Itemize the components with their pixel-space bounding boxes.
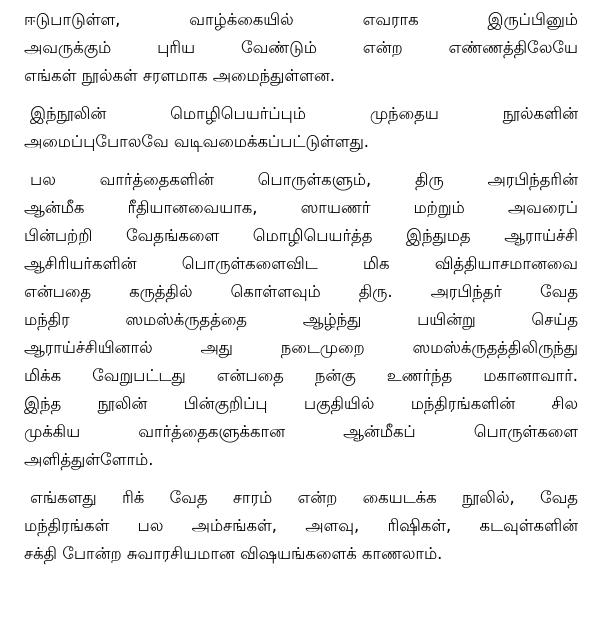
text-line: அமைப்புபோலவே வடிவமைக்கப்பட்டுள்ளது.	[24, 132, 370, 151]
paragraph-gap	[24, 474, 578, 484]
text-line: மந்திரங்கள் பல அம்சங்கள், அளவு, ரிஷிகள், கடவுள்களின்	[24, 516, 578, 535]
text-line: சக்தி போன்ற சுவாரசியமான விஷயங்களைக் காணலாம்.	[24, 544, 443, 563]
text-line: ஆராய்ச்சியினால் அது நடைமுறை ஸமஸ்க்ருதத்திலிருந்து	[24, 338, 578, 357]
text-line: பல வார்த்தைகளின் பொருள்களும், திரு அரபிந்தரின்	[30, 170, 578, 189]
document-page	[24, 6, 578, 568]
text-line: மிக்க வேறுபட்டது என்பதை நன்கு உணர்ந்த மகானாவார்.	[24, 366, 578, 385]
text-line: என்பதை கருத்தில் கொள்ளவும் திரு. அரபிந்தர் வேத	[24, 282, 578, 301]
paragraph-gap	[24, 156, 578, 166]
text-line: எங்களது ரிக் வேத சாரம் என்ற கையடக்க நூலில், வேத	[30, 488, 578, 507]
text-line: அளித்துள்ளோம்.	[24, 450, 154, 469]
text-line: இந்நூலின் மொழிபெயர்ப்பும் முந்தைய நூல்களின்	[30, 104, 578, 123]
text-line: ஆசிரியர்களின் பொருள்களைவிட மிக வித்தியாசமானவை	[24, 254, 578, 273]
paragraph-4	[24, 484, 578, 568]
paragraph-2	[24, 100, 578, 156]
text-line: பின்பற்றி வேதங்களை மொழிபெயர்த்த இந்துமத ஆராய்ச்சி	[24, 226, 578, 245]
paragraph-gap	[24, 90, 578, 100]
text-line: எங்கள் நூல்கள் சரளமாக அமைந்துள்ளன.	[24, 66, 336, 85]
text-line: அவருக்கும் புரிய வேண்டும் என்ற எண்ணத்திலேயே	[24, 38, 578, 57]
paragraph-1	[24, 6, 578, 90]
text-line: ஆன்மீக ரீதியானவையாக, ஸாயணர் மற்றும் அவரைப்	[24, 198, 578, 217]
text-line: ஈடுபாடுள்ள, வாழ்க்கையில் எவராக இருப்பினும்	[24, 10, 578, 29]
text-line: மந்திர ஸமஸ்க்ருதத்தை ஆழ்ந்து பயின்று செய்த	[24, 310, 578, 329]
text-line: முக்கிய வார்த்தைகளுக்கான ஆன்மீகப் பொருள்களை	[24, 422, 578, 441]
text-line: இந்த நூலின் பின்குறிப்பு பகுதியில் மந்திரங்களின் சில	[24, 394, 578, 413]
paragraph-3	[24, 166, 578, 474]
